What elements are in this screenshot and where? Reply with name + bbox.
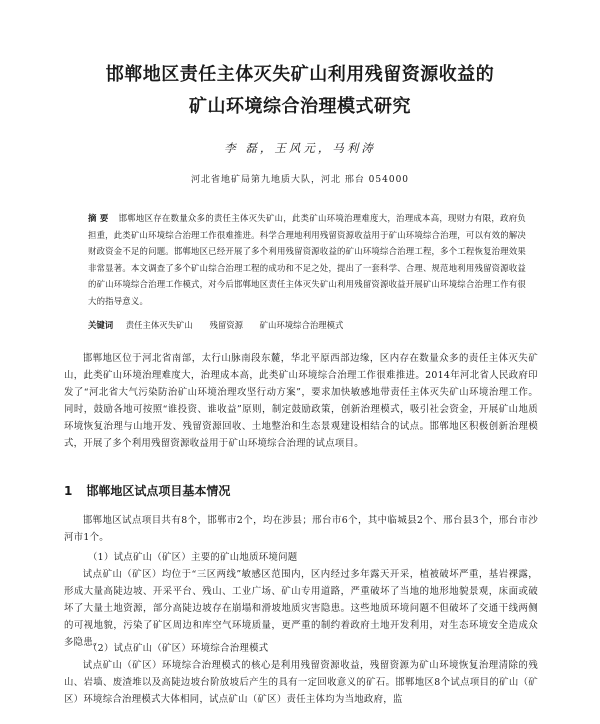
section-1-overview-paragraph: 邯郸地区试点项目共有8个，邯郸市2个，均在涉县；邢台市6个，其中临城县2个、邢台县3个，邢台市沙河市1个。 <box>64 515 538 543</box>
abstract-block <box>88 210 526 310</box>
section-1-number: 1 <box>64 484 73 498</box>
keywords-label: 关键词 <box>88 320 114 330</box>
section-1-heading <box>64 482 230 499</box>
keywords-block <box>88 318 526 332</box>
keyword-item: 矿山环境综合治理模式 <box>259 320 344 330</box>
subsection-1-paragraph: 试点矿山（矿区）均位于“三区两线”敏感区范围内，区内经过多年露天开采，植被破坏严重，基岩裸露，形成大量高陡边坡、开采平台、残山、工业广场、矿山专用道路，严重破坏了当地的地形地貌景观，床面或破坏了大量土地资源，部分高陡边坡存在崩塌和滑坡地质灾害隐患。这些地质环境问题不但破坏了交通干线两侧的可视地貌，污染了矿区周边和库空气环境质量，更严重的制约着政府土地开发利用，对生态环境安全造成众多隐患。 <box>64 569 538 648</box>
author-list: 李 磊，王风元，马利涛 <box>224 141 376 155</box>
paper-title-line-1: 邯郸地区责任主体灭失矿山利用残留资源收益的 <box>105 64 495 85</box>
subsection-2-paragraph: 试点矿山（矿区）环境综合治理模式的核心是利用残留资源收益，残留资源为矿山环境恢复治理清除的残山、岩墙、废渣堆以及高陡边坡台阶放坡后产生的具有一定回收意义的矿石。邯郸地区8个试点项目的矿山（矿区）环境综合治理模式大体相同，试点矿山（矿区）责任主体均为当地政府，监 <box>64 660 538 705</box>
section-1-title: 邯郸地区试点项目基本情况 <box>86 484 231 498</box>
author-affiliation: 河北省地矿局第九地质大队，河北 邢台 054000 <box>190 175 410 185</box>
intro-paragraph: 邯郸地区位于河北省南部，太行山脉南段东麓，华北平原西部边缘，区内存在数量众多的责任主体灭失矿山，此类矿山环境治理难度大，治理成本高，此类矿山环境综合治理工作很难推进。2014年河北省人民政府印发了“河北省大气污染防治矿山环境治理攻坚行动方案”，要求加快敏感地带责任主体灭失矿山环境治理工作。同时，鼓励各地可按照“谁投资、谁收益”原则，制定鼓励政策，创新治理模式，吸引社会资金，开展矿山地质环境恢复治理与山地开发、残留资源回收、土地整治和生态景观建设相结合的试点。邯郸地区积极创新治理模式，开展了多个利用残留资源收益用于矿山环境综合治理的试点项目。 <box>64 353 538 449</box>
keyword-item: 残留资源 <box>209 320 243 330</box>
abstract-label: 摘 要 <box>88 213 109 223</box>
paper-title-line-2: 矿山环境综合治理模式研究 <box>189 96 411 117</box>
abstract-text: 邯郸地区存在数量众多的责任主体灭失矿山，此类矿山环境治理难度大，治理成本高，现财力有限，政府负担重，此类矿山环境综合治理工作很难推进。科学合理地利用残留资源收益用于矿山环境综合治理，可以有效的解决财政资金不足的问题。邯郸地区已经开展了多个利用残留资源收益的矿山环境综合治理工程，多个工程恢复治理效果非常显著。本文调查了多个矿山综合治理工程的成功和不足之处，提出了一套科学、合理、规范地利用残留资源收益的矿山环境综合治理工作模式，对今后邯郸地区责任主体灭失矿山利用残留资源收益开展矿山环境综合治理工作有很大的指导意义。 <box>88 213 526 306</box>
subsection-2-heading: （2）试点矿山（矿区）环境综合治理模式 <box>88 643 269 654</box>
keyword-item: 责任主体灭失矿山 <box>125 320 193 330</box>
subsection-1-heading: （1）试点矿山（矿区）主要的矿山地质环境问题 <box>88 552 298 563</box>
